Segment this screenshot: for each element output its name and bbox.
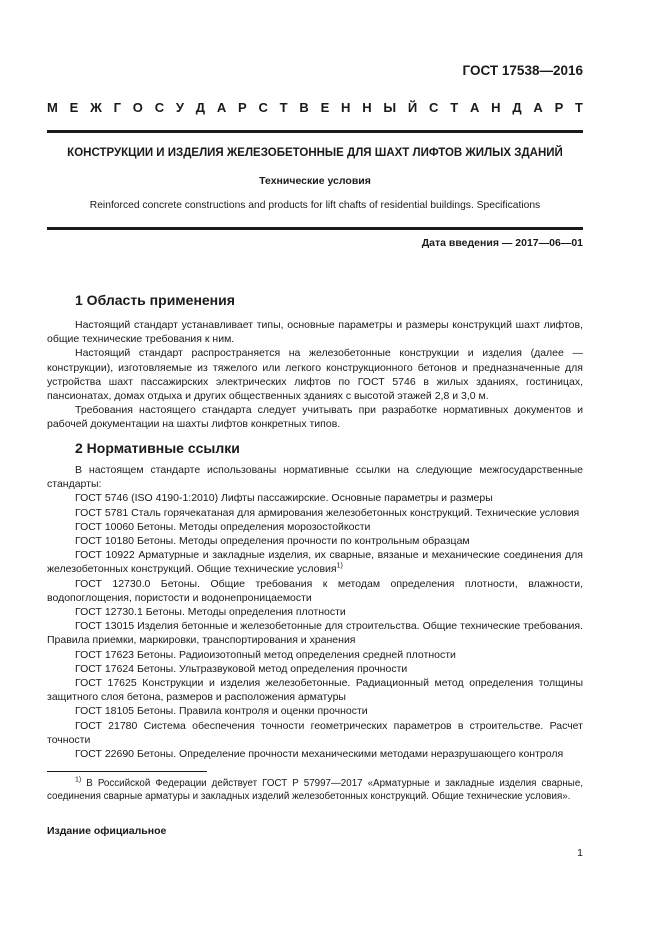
section-2-heading: 2 Нормативные ссылки (75, 440, 240, 456)
introduction-date: Дата введения — 2017—06—01 (421, 237, 583, 249)
footnote (47, 777, 583, 803)
document-subtitle: Технические условия (259, 175, 371, 187)
paragraph: Настоящий стандарт распространяется на железобетонные конструкции и изделия (далее — конструкции), изготовляемые из тяжелого или легкого конструкционного бетонов и предназначенные для устройства шахт пассажирских электрических лифтов по ГОСТ 5746 в жилых зданиях, гостиницах, пансионатах, домах отдыха и других общественных зданиях с высотой этажей 2,8 и 3,0 м. (47, 347, 583, 403)
reference-item: ГОСТ 10060 Бетоны. Методы определения морозостойкости (75, 520, 371, 533)
title-divider (47, 227, 583, 230)
page-number: 1 (577, 847, 583, 859)
interstate-standard-label: М Е Ж Г О С У Д А Р С Т В Е Н Н Ы Й С Т А Н Д А Р Т (47, 100, 583, 115)
footnote-divider (47, 771, 207, 772)
standard-code: ГОСТ 17538—2016 (462, 63, 583, 78)
reference-item: ГОСТ 17624 Бетоны. Ультразвуковой метод определения прочности (75, 662, 408, 675)
header-divider (47, 130, 583, 133)
paragraph: Требования настоящего стандарта следует учитывать при разработке нормативных документов и рабочей документации на шахты лифтов конкретных типов. (47, 404, 583, 431)
reference-text: ГОСТ 10922 Арматурные и закладные изделия, их сварные, вязаные и механические соединения для железобетонных конструкций. Общие технические условия (47, 549, 583, 576)
section-1-body (47, 318, 583, 432)
reference-item: ГОСТ 10180 Бетоны. Методы определения прочности по контрольным образцам (75, 535, 470, 548)
section-1-heading: 1 Область применения (75, 292, 235, 308)
reference-item-with-footnote (47, 548, 583, 576)
reference-item: ГОСТ 21780 Система обеспечения точности геометрических параметров в строительстве. Расчет точности (47, 719, 583, 746)
reference-item: ГОСТ 5746 (ISO 4190-1:2010) Лифты пассажирские. Основные параметры и размеры (75, 492, 493, 505)
paragraph: В настоящем стандарте использованы нормативные ссылки на следующие межгосударственные стандарты: (47, 464, 583, 491)
footnote-reference: 1) (336, 562, 343, 570)
section-2-body (47, 463, 583, 761)
official-edition-label: Издание официальное (47, 825, 167, 837)
english-title: Reinforced concrete constructions and products for lift chafts of residential buildings. Specifications (89, 200, 541, 211)
reference-item: ГОСТ 22690 Бетоны. Определение прочности механическими методами неразрушающего контроля (75, 748, 564, 761)
footnote-text: В Российской Федерации действует ГОСТ Р 57997—2017 «Арматурные и закладные изделия сварные, соединения сварные арматуры и закладных изделий железобетонных конструкций. Общие технические условия». (47, 778, 583, 802)
reference-item: ГОСТ 17625 Конструкции и изделия железобетонные. Радиационный метод определения толщины защитного слоя бетона, размеров и расположения арматуры (47, 677, 583, 704)
reference-item: ГОСТ 12730.0 Бетоны. Общие требования к методам определения плотности, влажности, водопоглощения, пористости и водонепроницаемости (47, 577, 583, 604)
reference-item: ГОСТ 5781 Сталь горячекатаная для армирования железобетонных конструкций. Технические условия (75, 506, 580, 519)
reference-item: ГОСТ 18105 Бетоны. Правила контроля и оценки прочности (75, 705, 368, 718)
reference-item: ГОСТ 13015 Изделия бетонные и железобетонные для строительства. Общие технические требования. Правила приемки, маркировки, транспортирования и хранения (47, 620, 583, 647)
document-title: КОНСТРУКЦИИ И ИЗДЕЛИЯ ЖЕЛЕЗОБЕТОННЫЕ ДЛЯ ШАХТ ЛИФТОВ ЖИЛЫХ ЗДАНИЙ (67, 147, 563, 159)
paragraph: Настоящий стандарт устанавливает типы, основные параметры и размеры конструкций шахт лифтов, общие технические требования к ним. (47, 319, 583, 346)
footnote-mark: 1) (75, 776, 82, 784)
reference-item: ГОСТ 12730.1 Бетоны. Методы определения плотности (75, 606, 346, 619)
reference-item: ГОСТ 17623 Бетоны. Радиоизотопный метод определения средней плотности (75, 648, 456, 661)
